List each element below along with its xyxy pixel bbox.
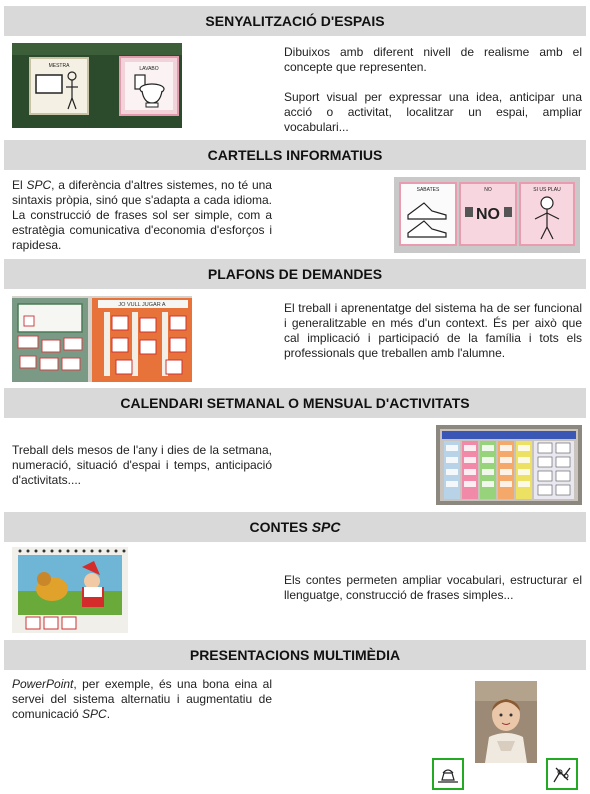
section-title-senyalitzacio: SENYALITZACIÓ D'ESPAIS bbox=[4, 6, 586, 36]
section-title-calendari: CALENDARI SETMANAL O MENSUAL D'ACTIVITATS bbox=[4, 388, 586, 418]
contes-photo bbox=[12, 547, 128, 633]
no-card-label: NO bbox=[484, 187, 492, 193]
cartells-text-spc: SPC bbox=[26, 178, 52, 192]
contes-title-prefix: CONTES bbox=[249, 519, 312, 535]
contes-text: Els contes permeten ampliar vocabulari, estructurar el llenguatge, construcció de frases simples... bbox=[284, 573, 582, 602]
signage-paragraph-2: Suport visual per expressar una idea, anticipar una acció o activitat, localitzar un espai, ampliar vocabulari... bbox=[284, 90, 582, 134]
signage-text bbox=[284, 45, 582, 135]
sabates-label: SABATES bbox=[416, 187, 440, 193]
plafons-text: El treball i aprenentatge del sistema ha de ser funcional i generalitzable en més d'un context. És per això que cal implicació i participació de la família i tots els professionals que treballen amb l'alumne. bbox=[284, 301, 582, 360]
cake-sign-icon bbox=[432, 758, 464, 790]
child-photo bbox=[475, 681, 537, 763]
section-title-cartells: CARTELLS INFORMATIUS bbox=[4, 140, 586, 170]
mestra-label: MESTRA bbox=[48, 63, 70, 69]
section-title-presentacions: PRESENTACIONS MULTIMÈDIA bbox=[4, 640, 586, 670]
cartells-text-prefix: El bbox=[12, 178, 27, 192]
presentacions-text-mid: , per exemple, és una bona eina al servei del sistema alternatiu i augmentatiu de comunicació bbox=[12, 677, 272, 721]
section-title-contes bbox=[4, 512, 586, 542]
powerpoint-word: PowerPoint bbox=[12, 677, 74, 691]
calendari-text: Treball dels mesos de l'any i dies de la setmana, numeració, situació d'espai i temps, anticipació d'activitats.... bbox=[12, 443, 272, 487]
hands-sign-icon bbox=[546, 758, 578, 790]
presentacions-text-spc: SPC bbox=[82, 707, 107, 721]
cartells-photo bbox=[394, 177, 580, 253]
jo-vull-jugar-label: JO VULL JUGAR A bbox=[118, 302, 166, 308]
signage-photo bbox=[12, 43, 182, 128]
cartells-text bbox=[12, 178, 272, 253]
presentacions-text bbox=[12, 677, 272, 722]
contes-title-spc: SPC bbox=[311, 519, 341, 535]
calendari-photo bbox=[436, 425, 582, 505]
siusplau-label: SI US PLAU bbox=[533, 187, 561, 193]
section-title-plafons: PLAFONS DE DEMANDES bbox=[4, 259, 586, 289]
presentacions-text-end: . bbox=[106, 707, 111, 721]
no-card-word: NO bbox=[476, 206, 500, 223]
plafons-photo bbox=[12, 296, 192, 382]
cartells-text-rest: , a diferència d'altres sistemes, no té una sintaxis pròpia, sinó que s'adapta a cada idioma. La construcció de frases sol ser simple, com a estratègia comunicativa d'economia d'esforços i rapidesa. bbox=[12, 178, 272, 252]
signage-paragraph-1: Dibuixos amb diferent nivell de realisme amb el concepte que representen. bbox=[284, 45, 582, 74]
lavabo-label: LAVABO bbox=[139, 66, 159, 72]
